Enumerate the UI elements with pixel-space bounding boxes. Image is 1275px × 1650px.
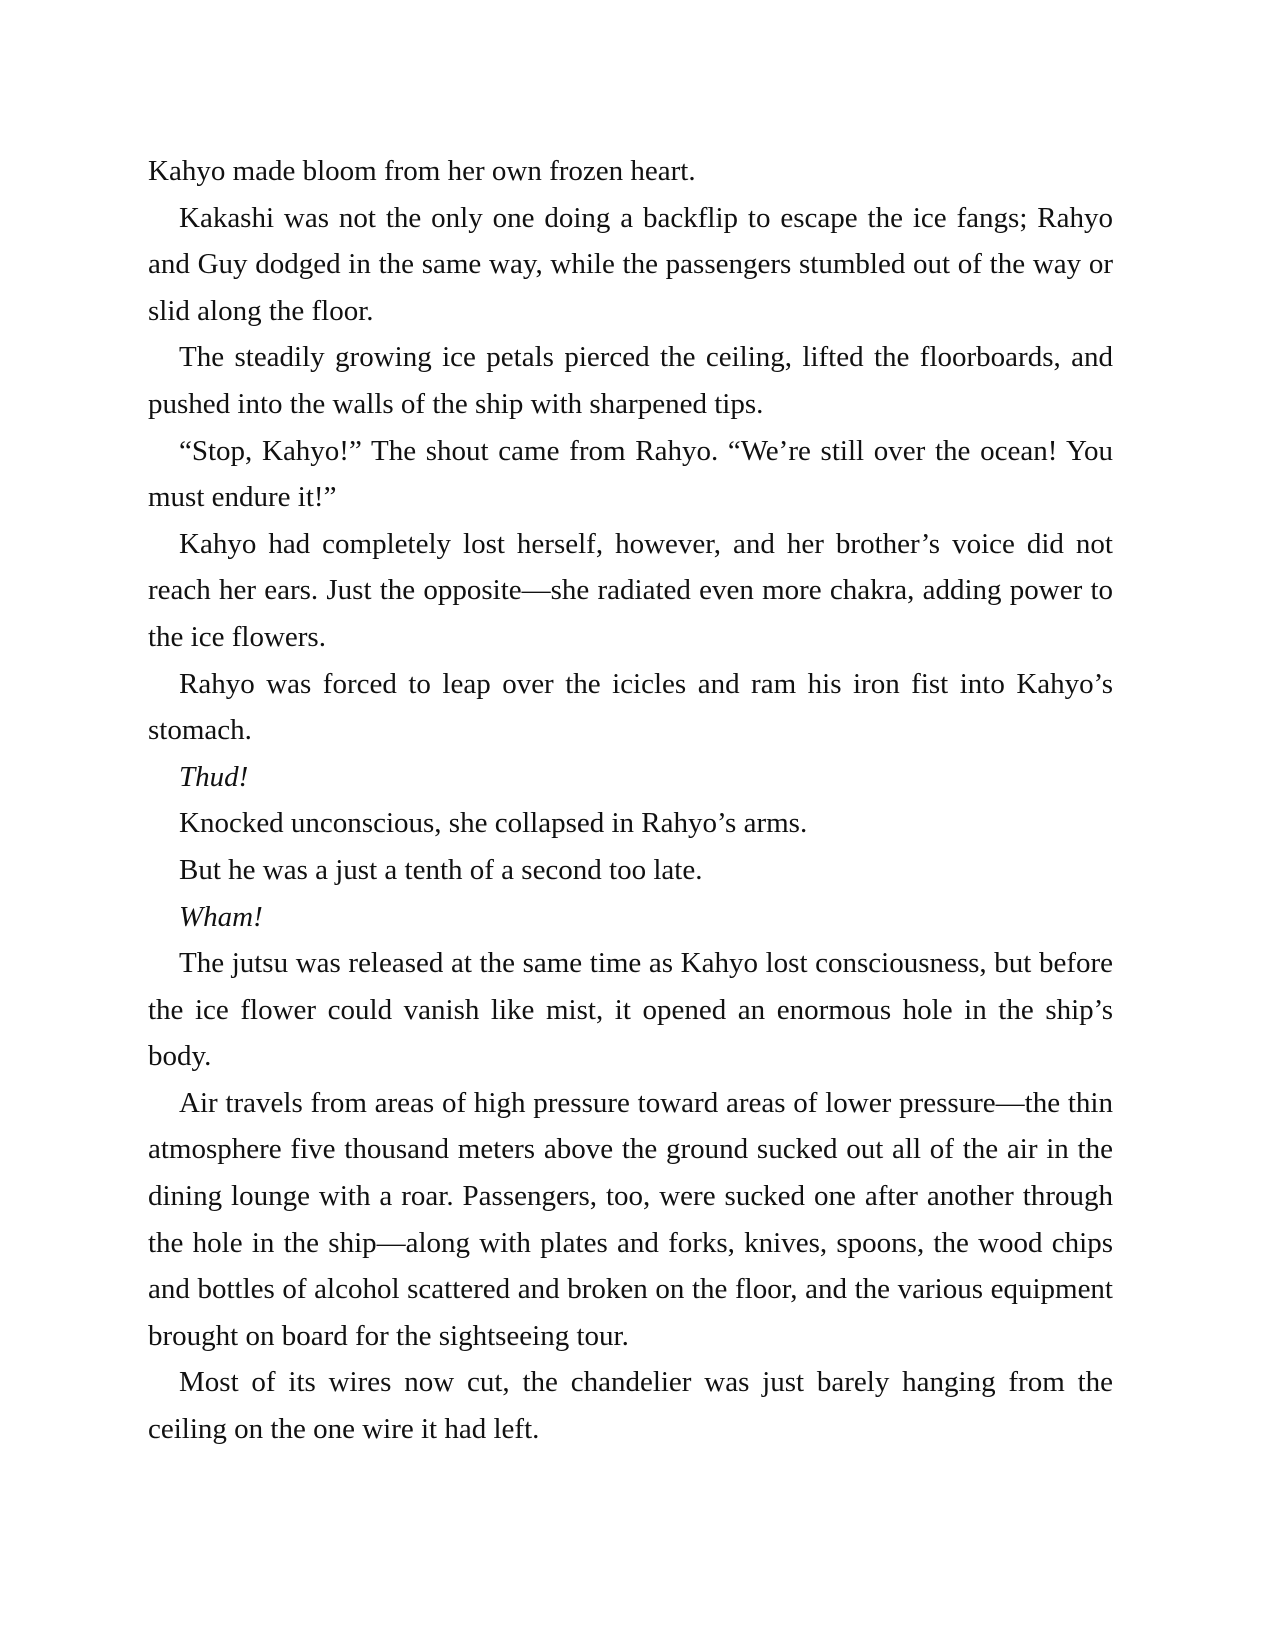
paragraph: The steadily growing ice petals pierced the ceiling, lifted the floorboards, and pushed into the walls of the ship with sharpened tips. <box>148 341 1113 420</box>
sound-effect: Wham! <box>179 900 263 933</box>
paragraph-continuation: Kahyo made bloom from her own frozen heart. <box>148 155 696 187</box>
paragraph: “Stop, Kahyo!” The shout came from Rahyo. “We’re still over the ocean! You must endure it!” <box>148 434 1113 514</box>
paragraph: The jutsu was released at the same time as Kahyo lost consciousness, but before the ice flower could vanish like mist, it opened an enormous hole in the ship’s body. <box>148 947 1113 1073</box>
paragraph: Kakashi was not the only one doing a backflip to escape the ice fangs; Rahyo and Guy dodged in the same way, while the passengers stumbled out of the way or slid along the floor. <box>148 201 1113 327</box>
paragraph: Rahyo was forced to leap over the icicles and ram his iron fist into Kahyo’s stomach. <box>148 667 1113 747</box>
paragraph: Air travels from areas of high pressure toward areas of lower pressure—the thin atmosphere five thousand meters above the ground sucked out all of the air in the dining lounge with a roar. Passengers, too, were sucked one after another through the hole in the ship—along with plates and forks, knives, spoons, the wood chips and bottles of alcohol scattered and broken on the floor, and the various equipment brought on board for the sightseeing tour. <box>148 1086 1113 1352</box>
sound-effect: Thud! <box>179 760 249 793</box>
paragraph: But he was a just a tenth of a second too late. <box>179 853 703 886</box>
paragraph: Knocked unconscious, she collapsed in Rahyo’s arms. <box>179 807 808 840</box>
paragraph: Most of its wires now cut, the chandelier was just barely hanging from the ceiling on the one wire it had left. <box>148 1366 1113 1446</box>
paragraph: Kahyo had completely lost herself, however, and her brother’s voice did not reach her ears. Just the opposite—she radiated even more chakra, adding power to the ice flowers. <box>148 527 1113 653</box>
page-body <box>148 148 1113 1453</box>
